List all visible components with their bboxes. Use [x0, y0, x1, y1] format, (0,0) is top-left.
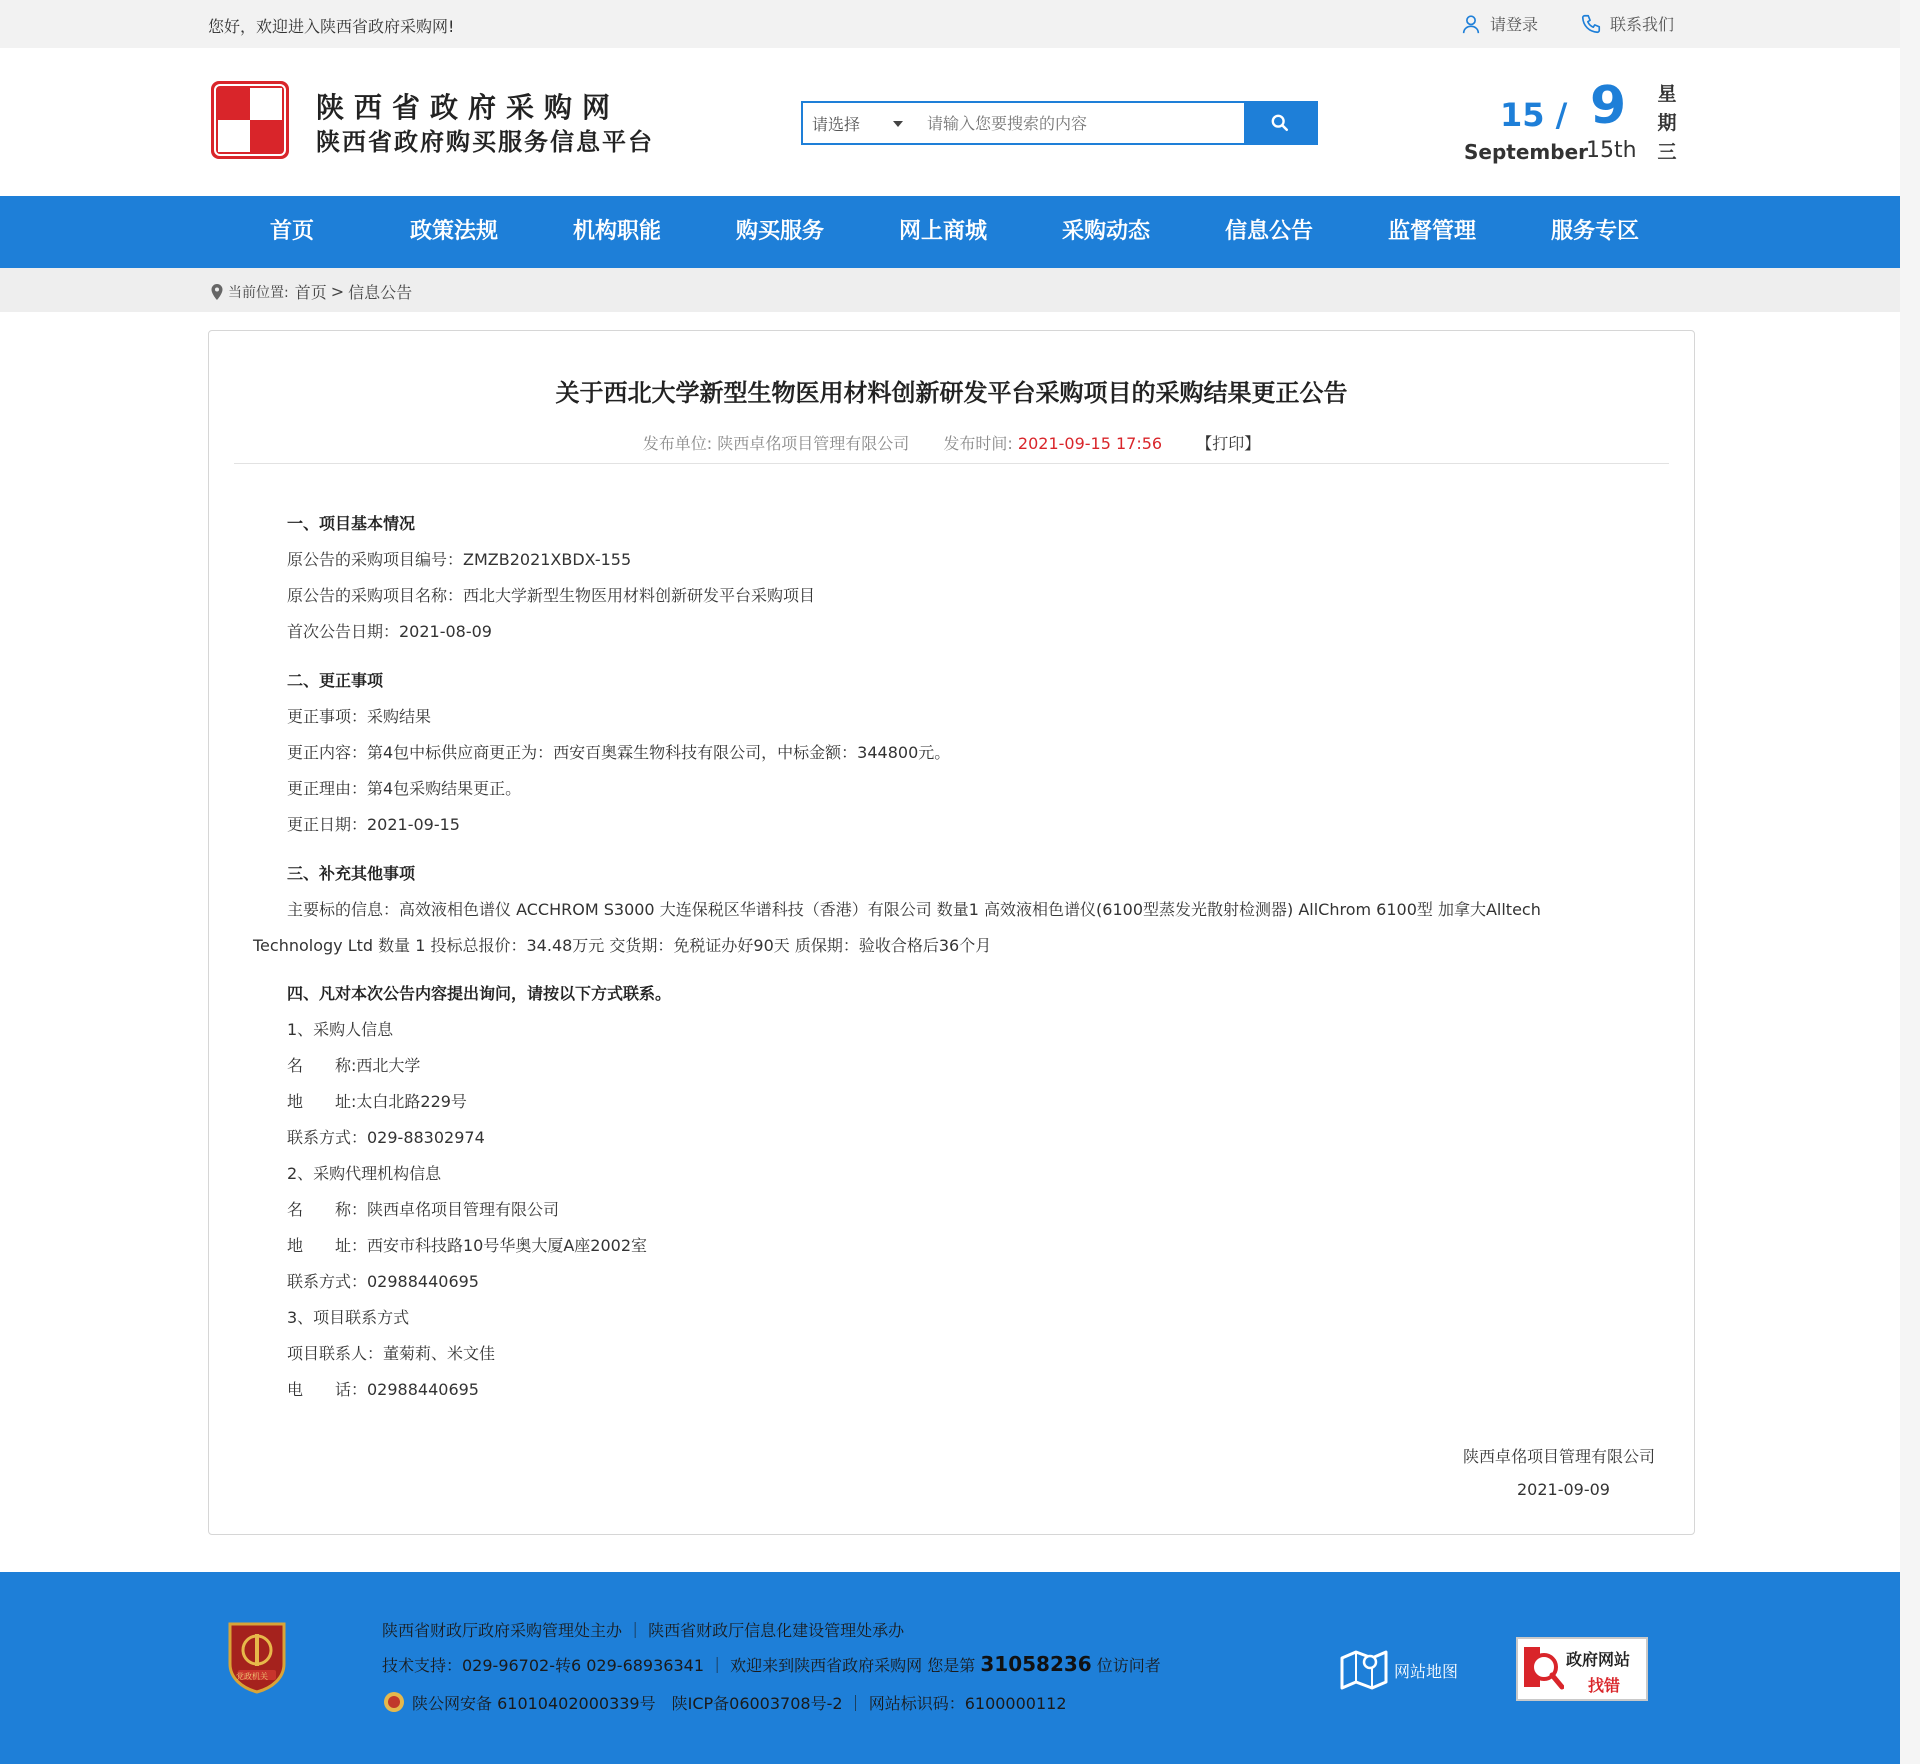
nav-procurement-news[interactable]: 采购动态	[1062, 219, 1151, 244]
top-bar	[0, 0, 1900, 48]
police-badge-icon	[382, 1690, 406, 1714]
article-line: 更正事项：采购结果	[287, 707, 432, 726]
magnifier-icon	[1522, 1645, 1564, 1695]
article-line: 更正内容：第4包中标供应商更正为：西安百奥霖生物科技有限公司，中标金额：344800元。	[287, 743, 951, 762]
findbug-label-2: 找错	[1588, 1676, 1621, 1695]
article-line: 原公告的采购项目编号：ZMZB2021XBDX-155	[287, 550, 632, 569]
phone-icon	[1580, 13, 1602, 35]
article-line: 3、项目联系方式	[287, 1308, 410, 1327]
article-line: 1、采购人信息	[287, 1020, 394, 1039]
search-input[interactable]	[913, 103, 1244, 143]
site-subtitle: 陕西省政府购买服务信息平台	[316, 128, 654, 156]
print-link[interactable]: 【打印】	[1196, 434, 1261, 453]
publish-time: 2021-09-15 17:56	[1017, 434, 1163, 453]
article-line: 更正理由：第4包采购结果更正。	[287, 779, 522, 798]
search-category-select[interactable]	[803, 103, 913, 143]
section-heading: 一、项目基本情况	[287, 514, 416, 533]
article-card	[208, 330, 1695, 1535]
breadcrumb-bar	[0, 268, 1900, 312]
party-gov-emblem[interactable]	[224, 1618, 290, 1694]
breadcrumb-current[interactable]: 信息公告	[348, 283, 413, 302]
article-meta	[209, 431, 1694, 454]
footer	[0, 1572, 1900, 1764]
contact-link[interactable]	[1580, 12, 1674, 35]
article-title: 关于西北大学新型生物医用材料创新研发平台采购项目的采购结果更正公告	[555, 379, 1348, 407]
section-heading: 二、更正事项	[287, 671, 384, 690]
signature-date: 2021-09-09	[1517, 1480, 1610, 1499]
nav-policy[interactable]: 政策法规	[410, 219, 499, 244]
article-line: 首次公告日期：2021-08-09	[287, 622, 492, 641]
article-line: 更正日期：2021-09-15	[287, 815, 460, 834]
search-category-label: 请选择	[812, 114, 861, 134]
user-icon	[1460, 13, 1482, 35]
sitemap-link[interactable]	[1340, 1648, 1458, 1692]
chevron-down-icon	[893, 121, 903, 127]
article-line: 项目联系人：董菊莉、米文佳	[287, 1344, 496, 1363]
search-bar	[801, 101, 1318, 145]
title-divider	[234, 463, 1669, 464]
article-line: 联系方式：02988440695	[287, 1272, 479, 1291]
article-line: 原公告的采购项目名称：西北大学新型生物医用材料创新研发平台采购项目	[287, 586, 816, 605]
section-heading: 三、补充其他事项	[287, 864, 416, 883]
nav-service-zone[interactable]: 服务专区	[1551, 219, 1640, 244]
main-nav	[0, 196, 1900, 268]
nav-supervision[interactable]: 监督管理	[1388, 219, 1477, 244]
breadcrumb-label: 当前位置:	[228, 284, 289, 301]
article-line: Technology Ltd 数量 1 投标总报价：34.48万元 交货期：免税证办好90天 质保期：验收合格后36个月	[253, 936, 992, 955]
map-icon	[1340, 1648, 1388, 1692]
footer-line-1: 陕西省财政厅政府采购管理处主办 ｜ 陕西省财政厅信息化建设管理处承办	[382, 1621, 905, 1640]
article-line: 地 址：西安市科技路10号华奥大厦A座2002室	[287, 1236, 648, 1255]
scrollbar[interactable]	[1900, 0, 1920, 1764]
publisher-label: 发布单位:	[642, 434, 713, 453]
publish-time-label: 发布时间:	[943, 434, 1013, 453]
login-link[interactable]	[1460, 12, 1538, 35]
article-line: 电 话：02988440695	[287, 1380, 479, 1399]
nav-home[interactable]: 首页	[270, 219, 315, 244]
login-label: 请登录	[1490, 15, 1539, 34]
nav-online-mall[interactable]: 网上商城	[899, 219, 988, 244]
welcome-text: 您好，欢迎进入陕西省政府采购网!	[208, 17, 455, 36]
search-icon	[1271, 114, 1289, 132]
sitemap-label: 网站地图	[1394, 1661, 1459, 1681]
article-line: 名 称：陕西卓佲项目管理有限公司	[287, 1200, 560, 1219]
article-line: 地 址:太白北路229号	[287, 1092, 467, 1111]
nav-institution[interactable]: 机构职能	[573, 219, 662, 244]
date-month-name: September	[1464, 140, 1588, 164]
article-line: 联系方式：029-88302974	[287, 1128, 485, 1147]
emblem-label: 党政机关	[236, 1672, 268, 1681]
section-heading: 四、凡对本次公告内容提出询问，请按以下方式联系。	[287, 984, 672, 1003]
article-line: 名 称:西北大学	[287, 1056, 421, 1075]
footer-line-2-prefix: 技术支持：029-96702-转6 029-68936341 ｜ 欢迎来到陕西省政府采购网 您是第	[382, 1656, 976, 1675]
nav-announcements[interactable]: 信息公告	[1225, 219, 1314, 244]
breadcrumb	[210, 280, 416, 303]
date-weekday: 星期三	[1657, 83, 1677, 163]
gov-website-findbug[interactable]	[1516, 1637, 1648, 1701]
breadcrumb-separator: >	[330, 282, 345, 301]
date-day: 15 /	[1500, 96, 1568, 134]
footer-registration[interactable]: 陕公网安备 61010402000339号 陕ICP备06003708号-2 ｜ 网站标识码：6100000112	[412, 1693, 1067, 1713]
findbug-label-1: 政府网站	[1566, 1650, 1631, 1669]
breadcrumb-home[interactable]: 首页	[294, 283, 327, 302]
footer-line-2-suffix: 位访问者	[1096, 1656, 1161, 1675]
signature-org: 陕西卓佲项目管理有限公司	[1463, 1447, 1656, 1466]
visitor-count: 31058236	[980, 1652, 1092, 1676]
footer-line-3	[382, 1690, 1067, 1714]
footer-line-2	[382, 1652, 1161, 1676]
article-line: 主要标的信息：高效液相色谱仪 ACCHROM S3000 大连保税区华谱科技（香港）有限公司 数量1 高效液相色谱仪(6100型蒸发光散射检测器) AllChrom 6100型 加拿大Alltech	[287, 900, 1541, 919]
nav-purchase-service[interactable]: 购买服务	[736, 219, 825, 244]
search-button[interactable]	[1244, 103, 1316, 143]
date-ordinal: 15th	[1586, 138, 1637, 163]
site-name: 陕西省政府采购网	[316, 91, 621, 124]
date-month: 9	[1590, 76, 1627, 136]
contact-label: 联系我们	[1610, 15, 1675, 34]
site-logo[interactable]	[210, 80, 290, 160]
publisher: 陕西卓佲项目管理有限公司	[717, 434, 910, 453]
article-line: 2、采购代理机构信息	[287, 1164, 442, 1183]
location-pin-icon	[210, 283, 224, 301]
